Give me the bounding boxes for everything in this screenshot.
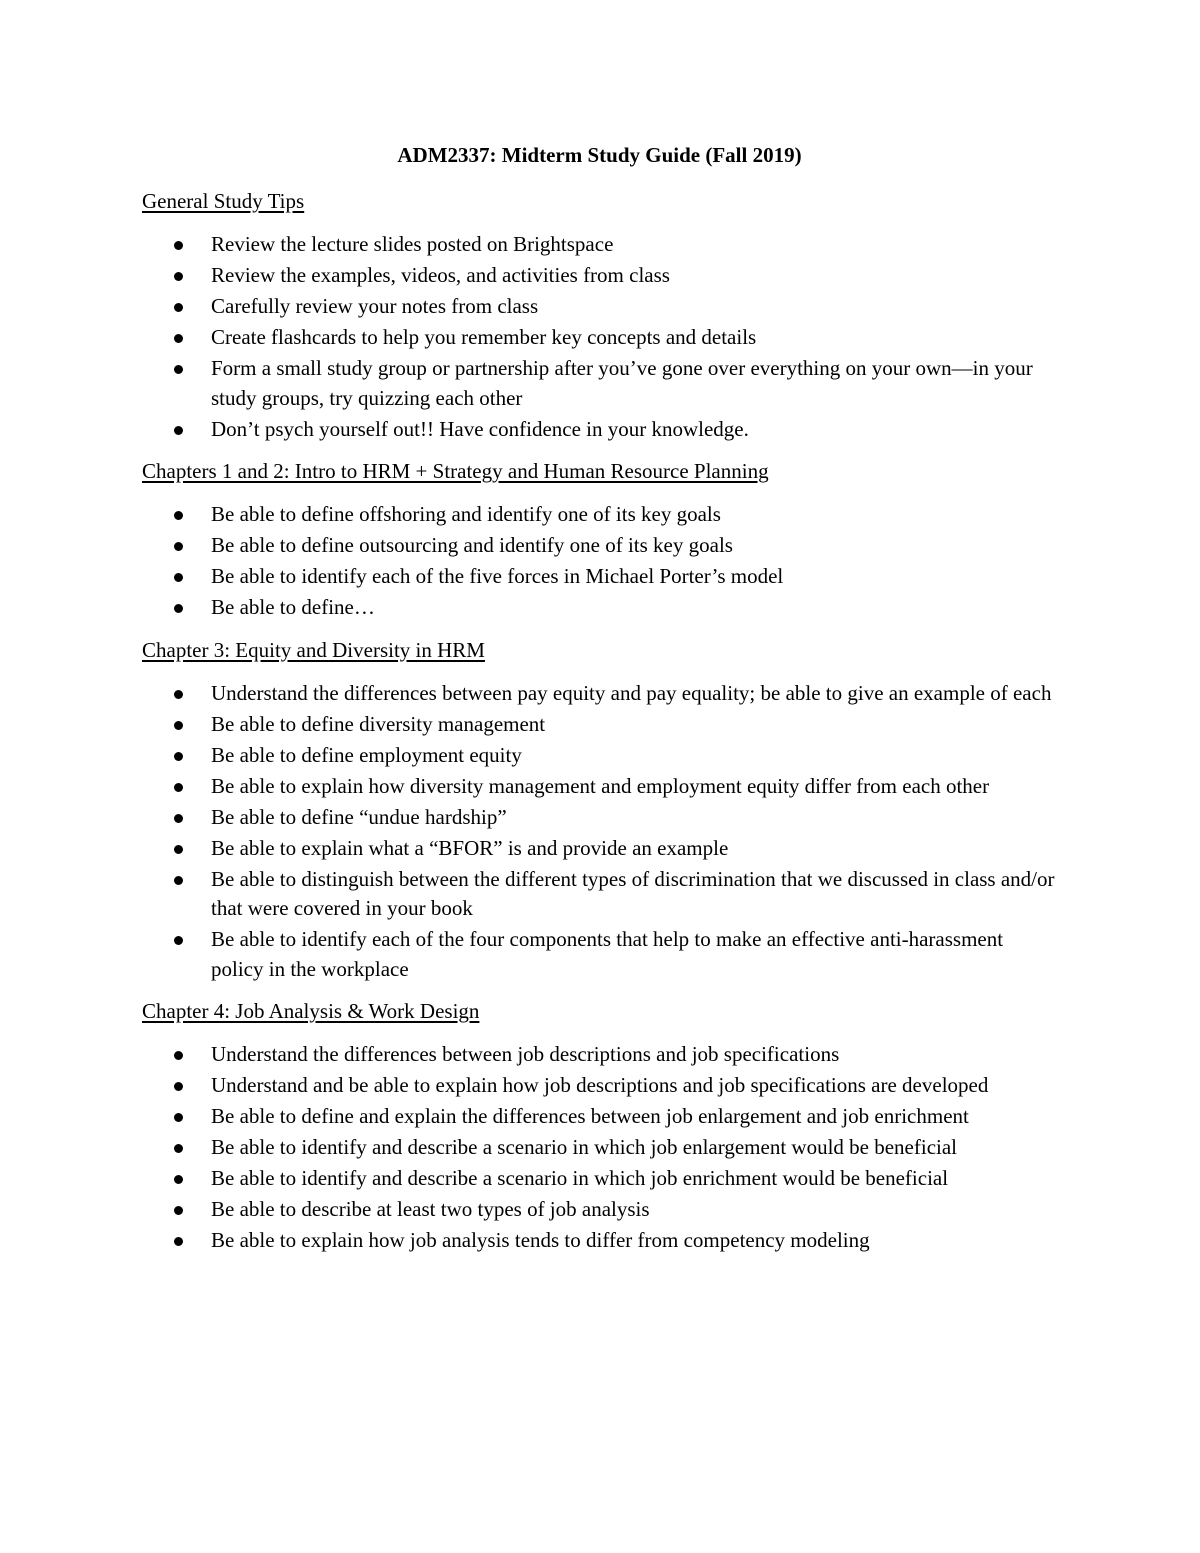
- list-item: [142, 292, 1057, 322]
- list-item: [142, 803, 1057, 833]
- list-item-text: Be able to define “undue hardship”: [211, 804, 507, 829]
- bullet-list: [142, 500, 1057, 623]
- bullet-icon: [174, 783, 183, 792]
- list-item-text: Be able to define…: [211, 595, 375, 619]
- list-item-text: Understand the differences between pay equity and pay equality; be able to give an example of each: [211, 680, 1052, 705]
- bullet-icon: [174, 814, 183, 823]
- list-item: [142, 710, 1057, 740]
- bullet-icon: [174, 1113, 183, 1122]
- bullet-icon: [174, 752, 183, 761]
- bullet-icon: [174, 511, 183, 520]
- bullet-icon: [174, 1051, 183, 1060]
- list-item: [142, 1071, 1057, 1101]
- bullet-icon: [174, 303, 183, 312]
- bullet-icon: [174, 1082, 183, 1091]
- list-item-text: Review the lecture slides posted on Brightspace: [211, 232, 614, 256]
- list-item-text: Be able to explain how diversity management and employment equity differ from each other: [211, 773, 990, 798]
- list-item: [142, 261, 1057, 291]
- section-chapters-1-2: [142, 456, 1057, 623]
- bullet-icon: [174, 604, 183, 613]
- list-item: [142, 593, 1057, 623]
- list-item: [142, 772, 1057, 802]
- bullet-list: [142, 230, 1057, 444]
- document-page: [142, 140, 1057, 1268]
- bullet-icon: [174, 334, 183, 343]
- list-item-text: Be able to explain what a “BFOR” is and provide an example: [211, 835, 729, 860]
- section-chapter-4: [142, 996, 1057, 1256]
- section-general-study-tips: [142, 186, 1057, 444]
- list-item-text: Be able to define outsourcing and identify one of its key goals: [211, 533, 733, 557]
- section-heading: Chapter 4: Job Analysis & Work Design: [142, 999, 480, 1023]
- bullet-icon: [174, 542, 183, 551]
- list-item: [142, 1195, 1057, 1225]
- bullet-icon: [174, 1175, 183, 1184]
- bullet-icon: [174, 241, 183, 250]
- list-item-text: Be able to define employment equity: [211, 742, 522, 767]
- bullet-icon: [174, 721, 183, 730]
- bullet-list: [142, 1040, 1057, 1256]
- list-item-text: Be able to identify each of the five forces in Michael Porter’s model: [211, 564, 784, 588]
- list-item: [142, 500, 1057, 530]
- list-item-text: Be able to identify and describe a scenario in which job enlargement would be beneficial: [211, 1135, 958, 1159]
- list-item: [142, 865, 1057, 924]
- list-item: [142, 679, 1057, 709]
- list-item-text: Carefully review your notes from class: [211, 294, 539, 318]
- document-title: ADM2337: Midterm Study Guide (Fall 2019): [397, 143, 802, 167]
- list-item-text: Be able to define offshoring and identify one of its key goals: [211, 502, 721, 526]
- list-item-text: Don’t psych yourself out!! Have confidence in your knowledge.: [211, 416, 749, 441]
- list-item: [142, 1164, 1057, 1194]
- bullet-icon: [174, 1144, 183, 1153]
- list-item: [142, 1040, 1057, 1070]
- list-item: [142, 531, 1057, 561]
- list-item-text: Be able to identify and describe a scenario in which job enrichment would be beneficial: [211, 1166, 949, 1190]
- list-item-text: Be able to define and explain the differences between job enlargement and job enrichment: [211, 1104, 969, 1128]
- list-item: [142, 323, 1057, 353]
- list-item: [142, 834, 1057, 864]
- list-item: [142, 1226, 1057, 1256]
- list-item: [142, 354, 1057, 413]
- bullet-icon: [174, 845, 183, 854]
- list-item-text: Review the examples, videos, and activities from class: [211, 263, 670, 287]
- section-heading: Chapter 3: Equity and Diversity in HRM: [142, 637, 485, 662]
- list-item-text: Be able to describe at least two types of job analysis: [211, 1197, 650, 1221]
- list-item-text: Understand and be able to explain how job descriptions and job specifications are developed: [211, 1073, 989, 1097]
- list-item: [142, 925, 1057, 984]
- bullet-icon: [174, 936, 183, 945]
- list-item: [142, 415, 1057, 445]
- list-item: [142, 230, 1057, 260]
- list-item: [142, 741, 1057, 771]
- list-item-text: Be able to explain how job analysis tends to differ from competency modeling: [211, 1228, 870, 1252]
- bullet-icon: [174, 573, 183, 582]
- list-item-text: Be able to define diversity management: [211, 711, 546, 736]
- list-item-text: Be able to identify each of the four components that help to make an effective anti-harassment policy in the workplace: [211, 927, 1004, 981]
- section-heading: General Study Tips: [142, 189, 305, 213]
- bullet-icon: [174, 876, 183, 885]
- bullet-icon: [174, 1237, 183, 1246]
- list-item-text: Form a small study group or partnership after you’ve gone over everything on your own—in your study groups, try quizzing each other: [211, 356, 1033, 410]
- bullet-icon: [174, 272, 183, 281]
- list-item-text: Understand the differences between job descriptions and job specifications: [211, 1042, 840, 1066]
- bullet-icon: [174, 426, 183, 435]
- list-item: [142, 1102, 1057, 1132]
- list-item-text: Be able to distinguish between the different types of discrimination that we discussed in class and/or that were covered in your book: [211, 866, 1055, 920]
- section-heading: Chapters 1 and 2: Intro to HRM + Strategy and Human Resource Planning: [142, 459, 769, 483]
- bullet-list: [142, 679, 1057, 985]
- list-item: [142, 562, 1057, 592]
- list-item: [142, 1133, 1057, 1163]
- bullet-icon: [174, 690, 183, 699]
- list-item-text: Create flashcards to help you remember key concepts and details: [211, 325, 757, 349]
- section-chapter-3: [142, 635, 1057, 985]
- bullet-icon: [174, 365, 183, 374]
- bullet-icon: [174, 1206, 183, 1215]
